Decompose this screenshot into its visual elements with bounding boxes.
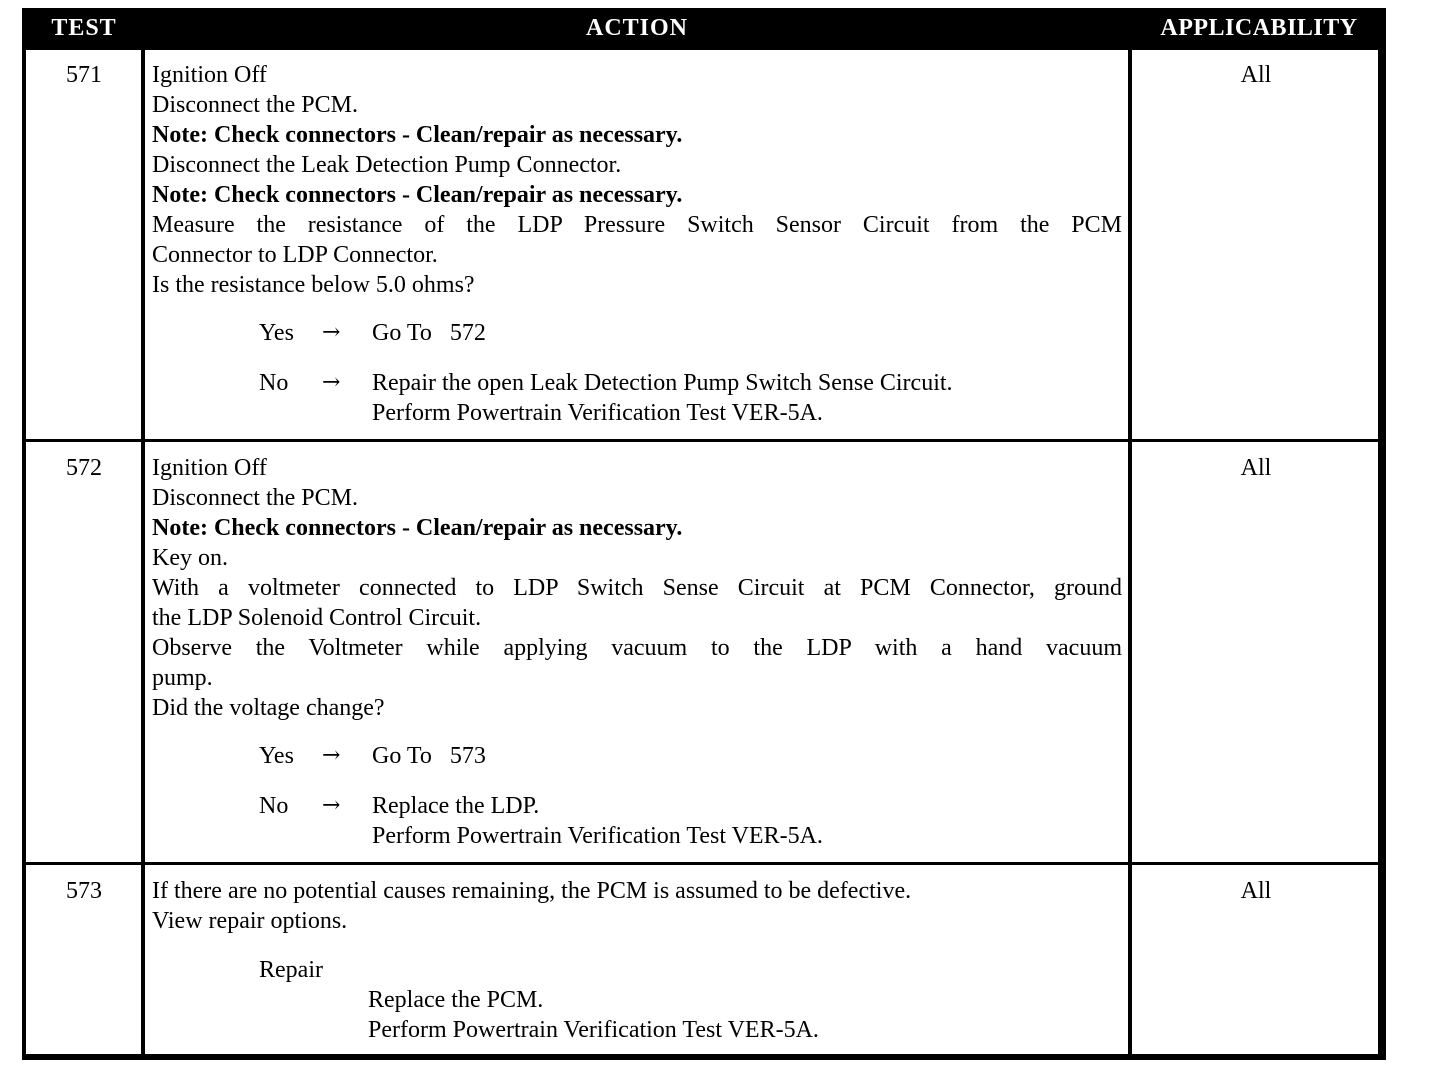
action-line: If there are no potential causes remaining, the PCM is assumed to be defective. [152,878,912,904]
arrow-right-icon: → [322,370,341,395]
action-line: Connector to LDP Connector. [152,242,438,268]
repair-step [152,985,1122,1015]
repair-action: Replace the PCM. [368,987,544,1013]
no-label: No [259,793,289,819]
no-action: Repair the open Leak Detection Pump Switch Sense Circuit. [372,370,953,396]
repair-response [152,955,1122,985]
no-label: No [259,370,289,396]
arrow-right-icon: → [322,320,341,345]
applicability-value: All [1240,878,1272,904]
yes-label: Yes [259,320,294,346]
action-line: View repair options. [152,908,348,934]
test-number: 571 [66,62,102,88]
no-response-continued [152,398,1122,428]
applicability-value: All [1240,62,1272,88]
border-bottom [22,1054,1386,1060]
no-action: Replace the LDP. [372,793,540,819]
yes-response [152,318,1122,348]
test-number: 572 [66,455,102,481]
action-line: pump. [152,665,213,691]
arrow-right-icon: → [322,743,341,768]
header-applicability: APPLICABILITY [1160,15,1358,41]
no-action-2: Perform Powertrain Verification Test VER-5A. [372,400,823,426]
action-line: Ignition Off [152,62,267,88]
yes-target: Go To 573 [372,743,486,769]
action-line: Measure the resistance of the LDP Pressure Switch Sensor Circuit from the PCM [152,212,1122,238]
action-line: Observe the Voltmeter while applying vacuum to the LDP with a hand vacuum [152,635,1122,661]
row-divider-1 [22,439,1386,442]
action-line: Disconnect the Leak Detection Pump Connector. [152,152,622,178]
header-action: ACTION [585,15,688,41]
action-cell [152,876,1122,1045]
action-line: Disconnect the PCM. [152,92,358,118]
question-line: Is the resistance below 5.0 ohms? [152,272,475,298]
note-line: Note: Check connectors - Clean/repair as necessary. [152,182,683,208]
action-line: the LDP Solenoid Control Circuit. [152,605,482,631]
action-line: Ignition Off [152,455,267,481]
row-divider-2 [22,862,1386,865]
note-line: Note: Check connectors - Clean/repair as necessary. [152,122,683,148]
action-cell [152,60,1122,428]
no-response-continued [152,821,1122,851]
header-test: TEST [51,15,117,41]
repair-label: Repair [259,957,323,983]
test-number: 573 [66,878,102,904]
question-line: Did the voltage change? [152,695,385,721]
action-line: Disconnect the PCM. [152,485,358,511]
yes-target: Go To 572 [372,320,486,346]
action-line: Key on. [152,545,228,571]
yes-response [152,741,1122,771]
note-line: Note: Check connectors - Clean/repair as necessary. [152,515,683,541]
repair-action-2: Perform Powertrain Verification Test VER-5A. [368,1017,819,1043]
applicability-value: All [1240,455,1272,481]
arrow-right-icon: → [322,793,341,818]
repair-step [152,1015,1122,1045]
action-line: With a voltmeter connected to LDP Switch Sense Circuit at PCM Connector, ground [152,575,1122,601]
action-cell [152,453,1122,851]
no-response [152,791,1122,821]
yes-label: Yes [259,743,294,769]
no-action-2: Perform Powertrain Verification Test VER-5A. [372,823,823,849]
no-response [152,368,1122,398]
